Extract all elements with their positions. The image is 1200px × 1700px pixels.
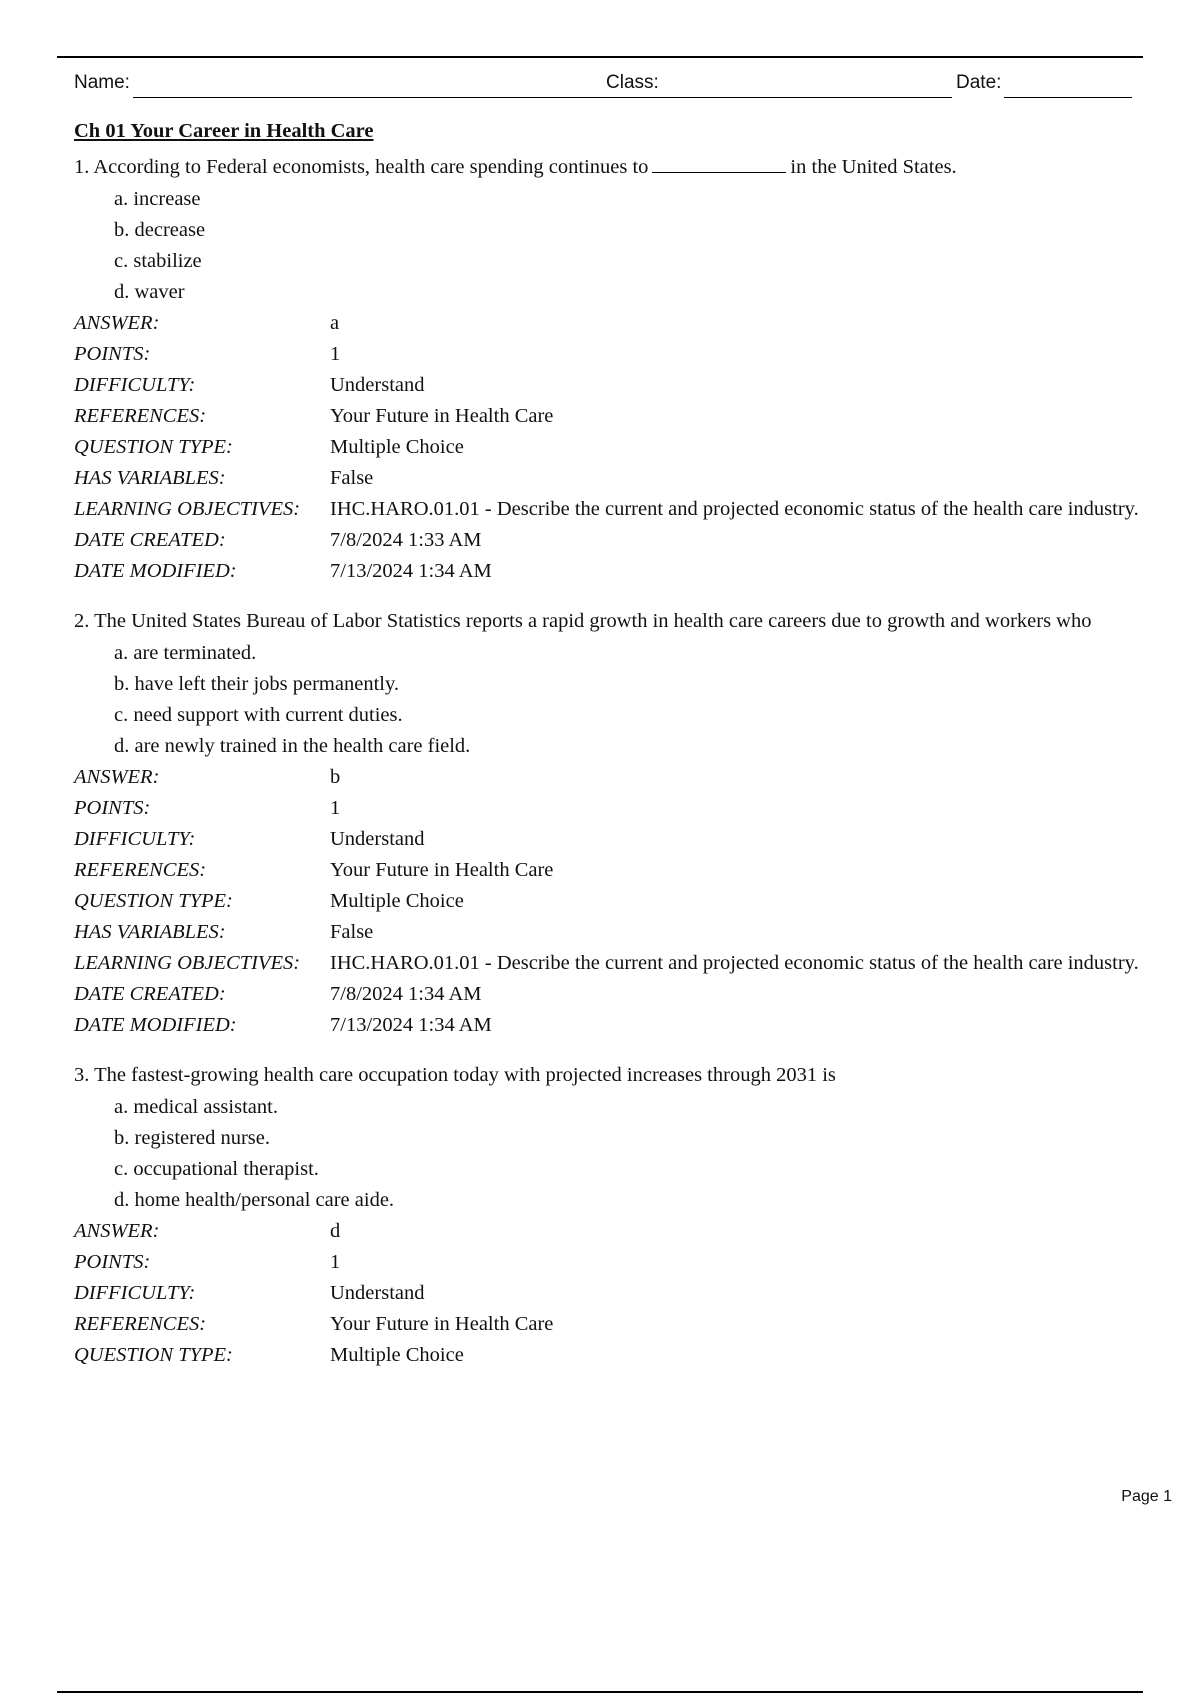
meta-key: LEARNING OBJECTIVES: (74, 952, 301, 974)
date-created-row (74, 525, 1144, 556)
meta-key: LEARNING OBJECTIVES: (74, 498, 301, 520)
question-stem (74, 154, 1144, 180)
references-row (74, 401, 1144, 432)
date-label: Date: (956, 72, 1002, 93)
meta-key: QUESTION TYPE: (74, 1344, 233, 1366)
answer-options (114, 1092, 1144, 1216)
date-modified-row (74, 1010, 1144, 1041)
option-d: d. are newly trained in the health care field. (114, 735, 471, 757)
meta-value: d (330, 1220, 341, 1242)
meta-key: REFERENCES: (74, 859, 207, 881)
bottom-rule (57, 1691, 1143, 1693)
has-variables-row (74, 463, 1144, 494)
difficulty-row (74, 1278, 1144, 1309)
meta-key: QUESTION TYPE: (74, 890, 233, 912)
chapter-title: Ch 01 Your Career in Health Care (74, 120, 374, 142)
meta-value: Multiple Choice (330, 436, 464, 458)
question-2 (74, 609, 1144, 1041)
option-b: b. registered nurse. (114, 1127, 270, 1149)
option-b: b. decrease (114, 219, 206, 241)
option-a: a. medical assistant. (114, 1096, 278, 1118)
stem-after-blank: in the United States. (790, 156, 957, 178)
meta-value: 1 (330, 1251, 341, 1273)
answer-row (74, 762, 1144, 793)
meta-key: REFERENCES: (74, 405, 207, 427)
option-b: b. have left their jobs permanently. (114, 673, 400, 695)
stem-before-blank: 1. According to Federal economists, health care spending continues to (74, 156, 649, 178)
meta-value: IHC.HARO.01.01 - Describe the current and projected economic status of the health care industry. (330, 498, 1139, 520)
answer-row (74, 308, 1144, 339)
meta-value: b (330, 766, 341, 788)
meta-key: DATE CREATED: (74, 529, 226, 551)
meta-key: ANSWER: (74, 312, 160, 334)
date-created-row (74, 979, 1144, 1010)
has-variables-row (74, 917, 1144, 948)
fill-in-blank (652, 154, 786, 173)
meta-value: 7/13/2024 1:34 AM (330, 1014, 492, 1036)
meta-key: DATE CREATED: (74, 983, 226, 1005)
option-d: d. waver (114, 281, 185, 303)
answer-options (114, 638, 1144, 762)
date-modified-row (74, 556, 1144, 587)
meta-value: Understand (330, 374, 425, 396)
meta-key: HAS VARIABLES: (74, 467, 226, 489)
meta-key: HAS VARIABLES: (74, 921, 226, 943)
option-c: c. need support with current duties. (114, 704, 403, 726)
learning-objectives-row (74, 948, 1144, 979)
points-row (74, 793, 1144, 824)
question-1 (74, 154, 1144, 587)
meta-value: Your Future in Health Care (330, 1313, 554, 1335)
meta-key: DATE MODIFIED: (74, 560, 237, 582)
meta-value: Your Future in Health Care (330, 405, 554, 427)
meta-key: DIFFICULTY: (74, 374, 196, 396)
meta-value: a (330, 312, 340, 334)
answer-options (114, 184, 1144, 308)
page-number: Page 1 (1121, 1488, 1172, 1505)
answer-row (74, 1216, 1144, 1247)
question-type-row (74, 886, 1144, 917)
meta-key: POINTS: (74, 1251, 151, 1273)
question-stem: 2. The United States Bureau of Labor Statistics reports a rapid growth in health care careers due to growth and workers who (74, 610, 1092, 632)
name-line (133, 97, 675, 98)
meta-key: DATE MODIFIED: (74, 1014, 237, 1036)
meta-value: 7/8/2024 1:33 AM (330, 529, 482, 551)
option-c: c. occupational therapist. (114, 1158, 319, 1180)
question-3 (74, 1063, 1144, 1371)
meta-key: ANSWER: (74, 766, 160, 788)
option-a: a. are terminated. (114, 642, 257, 664)
class-label: Class: (606, 72, 659, 93)
meta-value: 7/13/2024 1:34 AM (330, 560, 492, 582)
question-type-row (74, 432, 1144, 463)
points-row (74, 339, 1144, 370)
option-d: d. home health/personal care aide. (114, 1189, 395, 1211)
learning-objectives-row (74, 494, 1144, 525)
meta-key: REFERENCES: (74, 1313, 207, 1335)
meta-value: IHC.HARO.01.01 - Describe the current and projected economic status of the health care industry. (330, 952, 1139, 974)
difficulty-row (74, 824, 1144, 855)
meta-value: 1 (330, 797, 341, 819)
references-row (74, 855, 1144, 886)
question-document (74, 116, 1144, 1393)
meta-value: False (330, 467, 374, 489)
meta-key: DIFFICULTY: (74, 1282, 196, 1304)
difficulty-row (74, 370, 1144, 401)
meta-key: POINTS: (74, 797, 151, 819)
option-c: c. stabilize (114, 250, 202, 272)
meta-value: Multiple Choice (330, 890, 464, 912)
student-header (74, 72, 1160, 102)
question-type-row (74, 1340, 1144, 1371)
points-row (74, 1247, 1144, 1278)
question-stem: 3. The fastest-growing health care occupation today with projected increases through 2031 is (74, 1064, 836, 1086)
date-line (1004, 97, 1132, 98)
meta-key: POINTS: (74, 343, 151, 365)
meta-value: False (330, 921, 374, 943)
meta-key: QUESTION TYPE: (74, 436, 233, 458)
meta-value: 1 (330, 343, 341, 365)
name-label: Name: (74, 72, 130, 93)
meta-value: Multiple Choice (330, 1344, 464, 1366)
option-a: a. increase (114, 188, 201, 210)
meta-value: 7/8/2024 1:34 AM (330, 983, 482, 1005)
class-line (662, 97, 952, 98)
meta-key: ANSWER: (74, 1220, 160, 1242)
meta-value: Understand (330, 828, 425, 850)
top-rule (57, 56, 1143, 58)
meta-value: Understand (330, 1282, 425, 1304)
meta-key: DIFFICULTY: (74, 828, 196, 850)
meta-value: Your Future in Health Care (330, 859, 554, 881)
references-row (74, 1309, 1144, 1340)
